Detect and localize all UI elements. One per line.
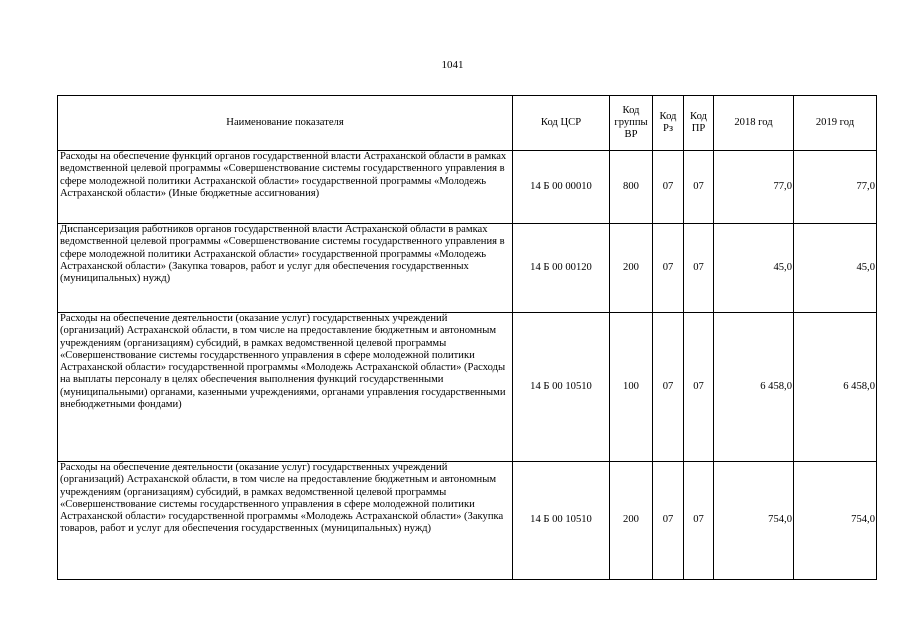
row-csr: 14 Б 00 10510 (513, 462, 610, 580)
header-rz: Код Рз (653, 96, 684, 151)
row-csr: 14 Б 00 00010 (513, 151, 610, 224)
header-vr: Код группы ВР (610, 96, 653, 151)
header-pr: Код ПР (684, 96, 714, 151)
header-csr: Код ЦСР (513, 96, 610, 151)
table-row (58, 313, 877, 462)
row-2019: 754,0 (794, 462, 877, 580)
header-2019: 2019 год (794, 96, 877, 151)
row-vr: 800 (610, 151, 653, 224)
header-name: Наименование показателя (58, 96, 513, 151)
row-2018: 77,0 (714, 151, 794, 224)
row-pr: 07 (684, 151, 714, 224)
row-2018: 6 458,0 (714, 313, 794, 462)
row-rz: 07 (653, 151, 684, 224)
row-name: Расходы на обеспечение деятельности (оказание услуг) государственных учреждений (организаций) Астраханской области, в том числе на предоставление бюджетным и автономным учреждениям (организациям) субсидий, в рамках ведомственной целевой программы «Совершенствование системы государственного управления в сфере молодежной политики Астраханской области» государственной программы «Молодежь Астраханской области» (Закупка товаров, работ и услуг для обеспечения государственных (муниципальных) нужд) (58, 462, 513, 580)
row-name: Расходы на обеспечение функций органов государственной власти Астраханской области в рамках ведомственной целевой программы «Совершенствование системы государственного управления в сфере молодежной политики Астраханской области» государственной программы «Молодежь Астраханской области» (Иные бюджетные ассигнования) (58, 151, 513, 224)
row-2019: 45,0 (794, 224, 877, 313)
row-2018: 45,0 (714, 224, 794, 313)
row-name: Диспансеризация работников органов государственной власти Астраханской области в рамках ведомственной целевой программы «Совершенствование системы государственного управления в сфере молодежной политики Астраханской области» государственной программы «Молодежь Астраханской области» (Закупка товаров, работ и услуг для обеспечения государственных (муниципальных) нужд) (58, 224, 513, 313)
row-rz: 07 (653, 224, 684, 313)
row-pr: 07 (684, 224, 714, 313)
row-2019: 6 458,0 (794, 313, 877, 462)
row-2018: 754,0 (714, 462, 794, 580)
row-pr: 07 (684, 313, 714, 462)
header-2018: 2018 год (714, 96, 794, 151)
table-row (58, 151, 877, 224)
row-pr: 07 (684, 462, 714, 580)
table-header-row (58, 96, 877, 151)
row-2019: 77,0 (794, 151, 877, 224)
row-vr: 100 (610, 313, 653, 462)
row-vr: 200 (610, 462, 653, 580)
row-csr: 14 Б 00 10510 (513, 313, 610, 462)
row-rz: 07 (653, 313, 684, 462)
row-csr: 14 Б 00 00120 (513, 224, 610, 313)
table-row (58, 462, 877, 580)
row-name: Расходы на обеспечение деятельности (оказание услуг) государственных учреждений (организаций) Астраханской области, в том числе на предоставление бюджетным и автономным учреждениям (организациям) субсидий, в рамках ведомственной целевой программы «Совершенствование системы государственного управления в сфере молодежной политики Астраханской области» государственной программы «Молодежь Астраханской области» (Расходы на выплаты персоналу в целях обеспечения выполнения функций государственными (муниципальными) органами, казенными учреждениями, органами управления государственными внебюджетными фондами) (58, 313, 513, 462)
budget-table (57, 95, 877, 580)
row-rz: 07 (653, 462, 684, 580)
row-vr: 200 (610, 224, 653, 313)
page-number: 1041 (441, 59, 464, 71)
table-row (58, 224, 877, 313)
